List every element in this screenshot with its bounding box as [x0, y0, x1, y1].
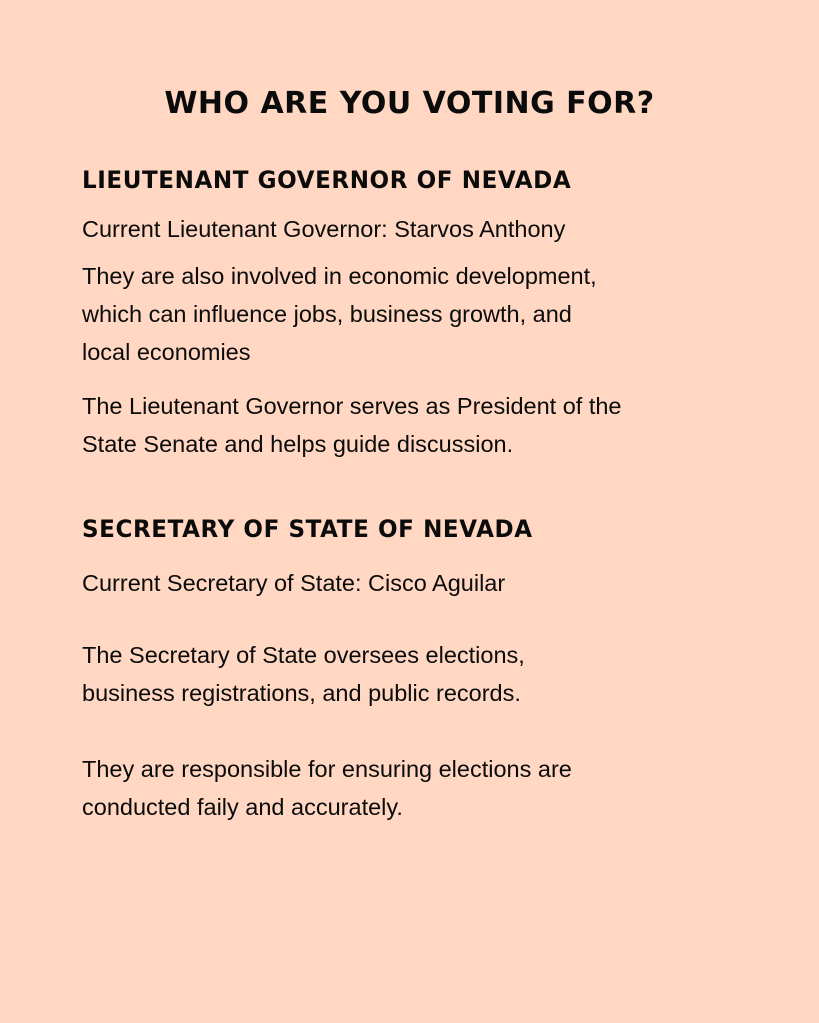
- paragraph-line: which can influence jobs, business growth, and: [82, 301, 572, 327]
- paragraph-line: local economies: [82, 339, 251, 365]
- lieutenant-governor-paragraph-1: [82, 257, 597, 371]
- paragraph-line: They are responsible for ensuring elections are: [82, 756, 572, 782]
- paragraph-line: The Secretary of State oversees elections,: [82, 642, 525, 668]
- paragraph-line: The Lieutenant Governor serves as President of the: [82, 393, 622, 419]
- secretary-of-state-paragraph-2: [82, 750, 572, 826]
- section-heading-lieutenant-governor: LIEUTENANT GOVERNOR OF NEVADA: [82, 166, 572, 194]
- paragraph-line: They are also involved in economic development,: [82, 263, 597, 289]
- secretary-of-state-paragraph-1: [82, 636, 525, 712]
- paragraph-line: conducted faily and accurately.: [82, 794, 403, 820]
- current-officeholder-text: Current Secretary of State: Cisco Aguilar: [82, 570, 506, 596]
- page-title: WHO ARE YOU VOTING FOR?: [164, 86, 655, 121]
- paragraph-line: State Senate and helps guide discussion.: [82, 431, 514, 457]
- current-secretary-of-state: [82, 564, 505, 602]
- paragraph-line: business registrations, and public records.: [82, 680, 521, 706]
- current-lieutenant-governor: [82, 210, 565, 248]
- current-officeholder-text: Current Lieutenant Governor: Starvos Anthony: [82, 216, 566, 242]
- lieutenant-governor-paragraph-2: [82, 387, 622, 463]
- section-heading-secretary-of-state: SECRETARY OF STATE OF NEVADA: [82, 515, 533, 543]
